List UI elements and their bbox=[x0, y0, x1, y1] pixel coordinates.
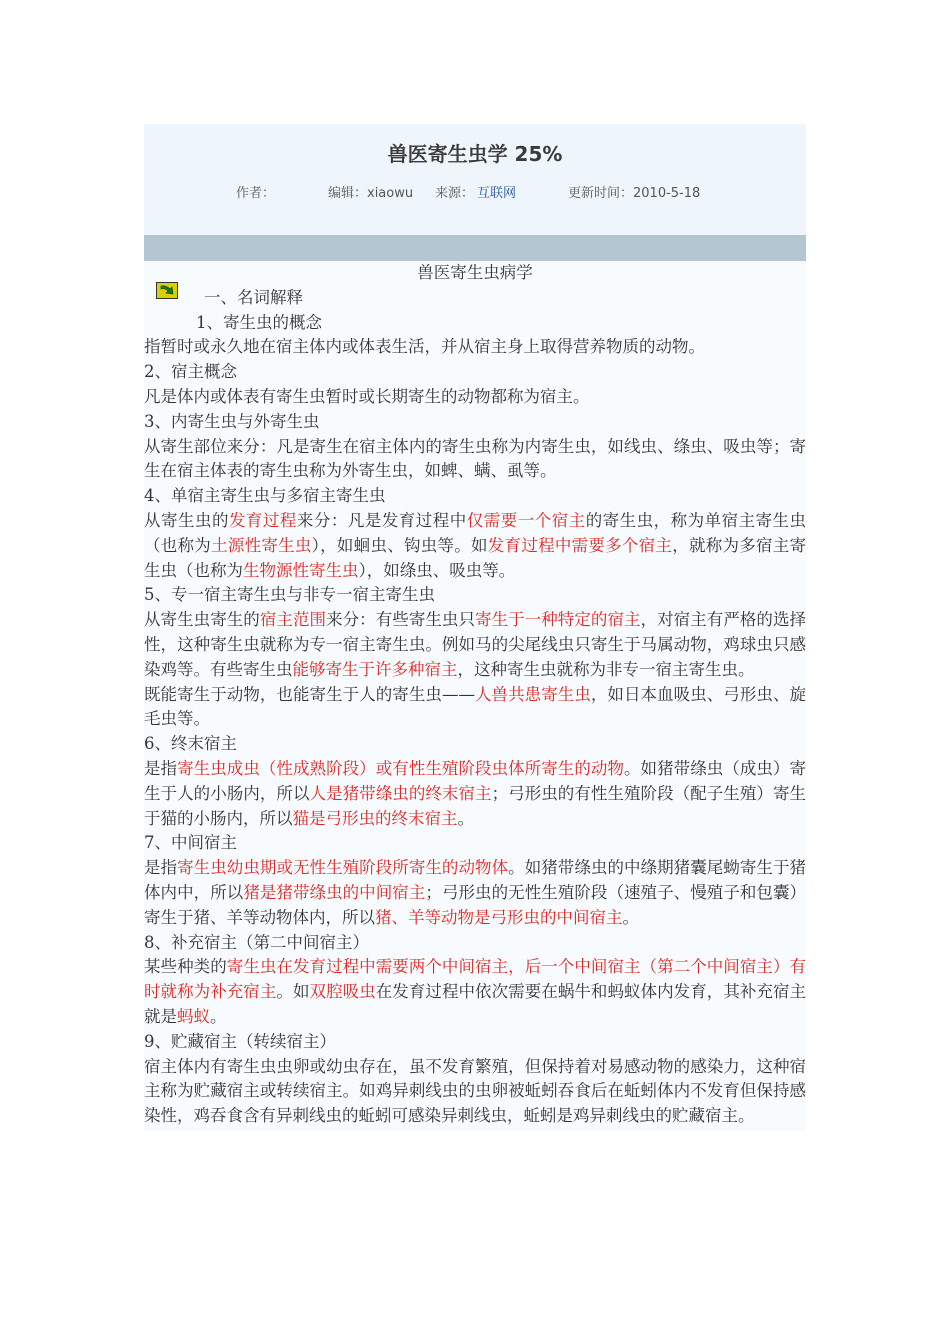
term-heading: 7、中间宿主 bbox=[144, 833, 237, 853]
page-title: 兽医寄生虫学 25% bbox=[387, 142, 563, 166]
highlight: 人兽共患寄生虫 bbox=[474, 684, 591, 704]
term-heading: 1、寄生虫的概念 bbox=[196, 312, 322, 332]
article-body bbox=[144, 261, 806, 1131]
article-header bbox=[144, 124, 806, 235]
section-heading: 一、名词解释 bbox=[204, 287, 303, 307]
header-divider-bar bbox=[144, 235, 806, 261]
highlight: 宿主范围 bbox=[259, 610, 327, 630]
paragraph: 是指寄生虫成虫（性成熟阶段）或有性生殖阶段虫体所寄生的动物。如猪带绦虫（成虫）寄生于人的小肠内，所以人是猪带绦虫的终末宿主；弓形虫的有性生殖阶段（配子生殖）寄生于猫的小肠内，所以猫是弓形虫的终末宿主。 bbox=[144, 758, 807, 828]
term-heading: 3、内寄生虫与外寄生虫 bbox=[144, 411, 320, 431]
paragraph: 凡是体内或体表有寄生虫暂时或长期寄生的动物都称为宿主。 bbox=[144, 386, 590, 406]
highlight: 蚂蚁 bbox=[177, 1006, 210, 1026]
source-label: 来源： bbox=[435, 186, 475, 201]
paragraph: 既能寄生于动物，也能寄生于人的寄生虫——人兽共患寄生虫，如日本血吸虫、弓形虫、旋毛虫等。 bbox=[144, 684, 807, 729]
highlight: 猪是猪带绦虫的中间宿主 bbox=[243, 882, 426, 902]
highlight: 土源性寄生虫 bbox=[211, 535, 312, 555]
update-time: 更新时间：2010-5-18 bbox=[568, 186, 701, 201]
arrow-icon bbox=[156, 282, 178, 299]
paragraph: 从寄生虫的发育过程来分：凡是发育过程中仅需要一个宿主的寄生虫，称为单宿主寄生虫（也称为土源性寄生虫），如蛔虫、钩虫等。如发育过程中需要多个宿主，就称为多宿主寄生虫（也称为生物源性寄生虫），如绦虫、吸虫等。 bbox=[144, 510, 807, 580]
paragraph: 从寄生虫寄生的宿主范围来分：有些寄生虫只寄生于一种特定的宿主，对宿主有严格的选择性，这种寄生虫就称为专一宿主寄生虫。例如马的尖尾线虫只寄生于马属动物，鸡球虫只感染鸡等。有些寄生虫能够寄生于许多种宿主，这种寄生虫就称为非专一宿主寄生虫。 bbox=[144, 610, 807, 679]
term-heading: 5、专一宿主寄生虫与非专一宿主寄生虫 bbox=[144, 585, 435, 605]
author-label: 作者： bbox=[236, 186, 276, 201]
paragraph: 某些种类的寄生虫在发育过程中需要两个中间宿主，后一个中间宿主（第二个中间宿主）有时就称为补充宿主。如双腔吸虫在发育过程中依次需要在蜗牛和蚂蚁体内发育，其补充宿主就是蚂蚁。 bbox=[144, 957, 807, 1026]
term-heading: 4、单宿主寄生虫与多宿主寄生虫 bbox=[144, 486, 386, 506]
highlight: 寄生虫在发育过程中需要两个中间宿主，后一个中间宿主（第二个中间宿主）有时就称为补充宿主 bbox=[144, 957, 807, 1002]
paragraph: 是指寄生虫幼虫期或无性生殖阶段所寄生的动物体。如猪带绦虫的中绦期猪囊尾蚴寄生于猪体内中，所以猪是猪带绦虫的中间宿主；弓形虫的无性生殖阶段（速殖子、慢殖子和包囊）寄生于猪、羊等动物体内，所以猪、羊等动物是弓形虫的中间宿主。 bbox=[144, 858, 807, 927]
article-subtitle: 兽医寄生虫病学 bbox=[417, 263, 533, 282]
highlight: 寄生虫幼虫期或无性生殖阶段所寄生的动物体 bbox=[177, 858, 509, 878]
highlight: 发育过程中需要多个宿主 bbox=[487, 535, 673, 555]
paragraph: 宿主体内有寄生虫虫卵或幼虫存在，虽不发育繁殖，但保持着对易感动物的感染力，这种宿主称为贮藏宿主或转续宿主。如鸡异刺线虫的虫卵被蚯蚓吞食后在蚯蚓体内不发育但保持感染性，鸡吞食含有异刺线虫的蚯蚓可感染异刺线虫，蚯蚓是鸡异刺线虫的贮藏宿主。 bbox=[144, 1056, 806, 1126]
highlight: 猫是弓形虫的终末宿主 bbox=[292, 808, 458, 828]
highlight: 猪、羊等动物是弓形虫的中间宿主 bbox=[375, 907, 623, 927]
highlight: 发育过程 bbox=[228, 510, 297, 530]
paragraph: 从寄生部位来分：凡是寄生在宿主体内的寄生虫称为内寄生虫，如线虫、绦虫、吸虫等；寄生在宿主体表的寄生虫称为外寄生虫，如蜱、螨、虱等。 bbox=[144, 436, 806, 481]
term-heading: 6、终末宿主 bbox=[144, 734, 237, 754]
paragraph: 指暂时或永久地在宿主体内或体表生活，并从宿主身上取得营养物质的动物。 bbox=[144, 337, 705, 357]
term-heading: 9、贮藏宿主（转续宿主） bbox=[144, 1031, 336, 1051]
editor-label: 编辑：xiaowu bbox=[328, 186, 414, 201]
article-page bbox=[144, 124, 806, 1131]
source-link[interactable]: 互联网 bbox=[477, 186, 517, 201]
highlight: 寄生虫成虫（性成熟阶段）或有性生殖阶段虫体所寄生的动物 bbox=[177, 758, 624, 778]
highlight: 仅需要一个宿主 bbox=[466, 510, 586, 530]
highlight: 生物源性寄生虫 bbox=[243, 560, 359, 580]
term-heading: 8、补充宿主（第二中间宿主） bbox=[144, 932, 369, 952]
highlight: 双腔吸虫 bbox=[309, 982, 376, 1002]
highlight: 寄生于一种特定的宿主 bbox=[475, 610, 641, 630]
term-heading: 2、宿主概念 bbox=[144, 362, 237, 382]
highlight: 能够寄生于许多种宿主 bbox=[292, 659, 458, 679]
highlight: 人是猪带绦虫的终末宿主 bbox=[309, 783, 492, 803]
